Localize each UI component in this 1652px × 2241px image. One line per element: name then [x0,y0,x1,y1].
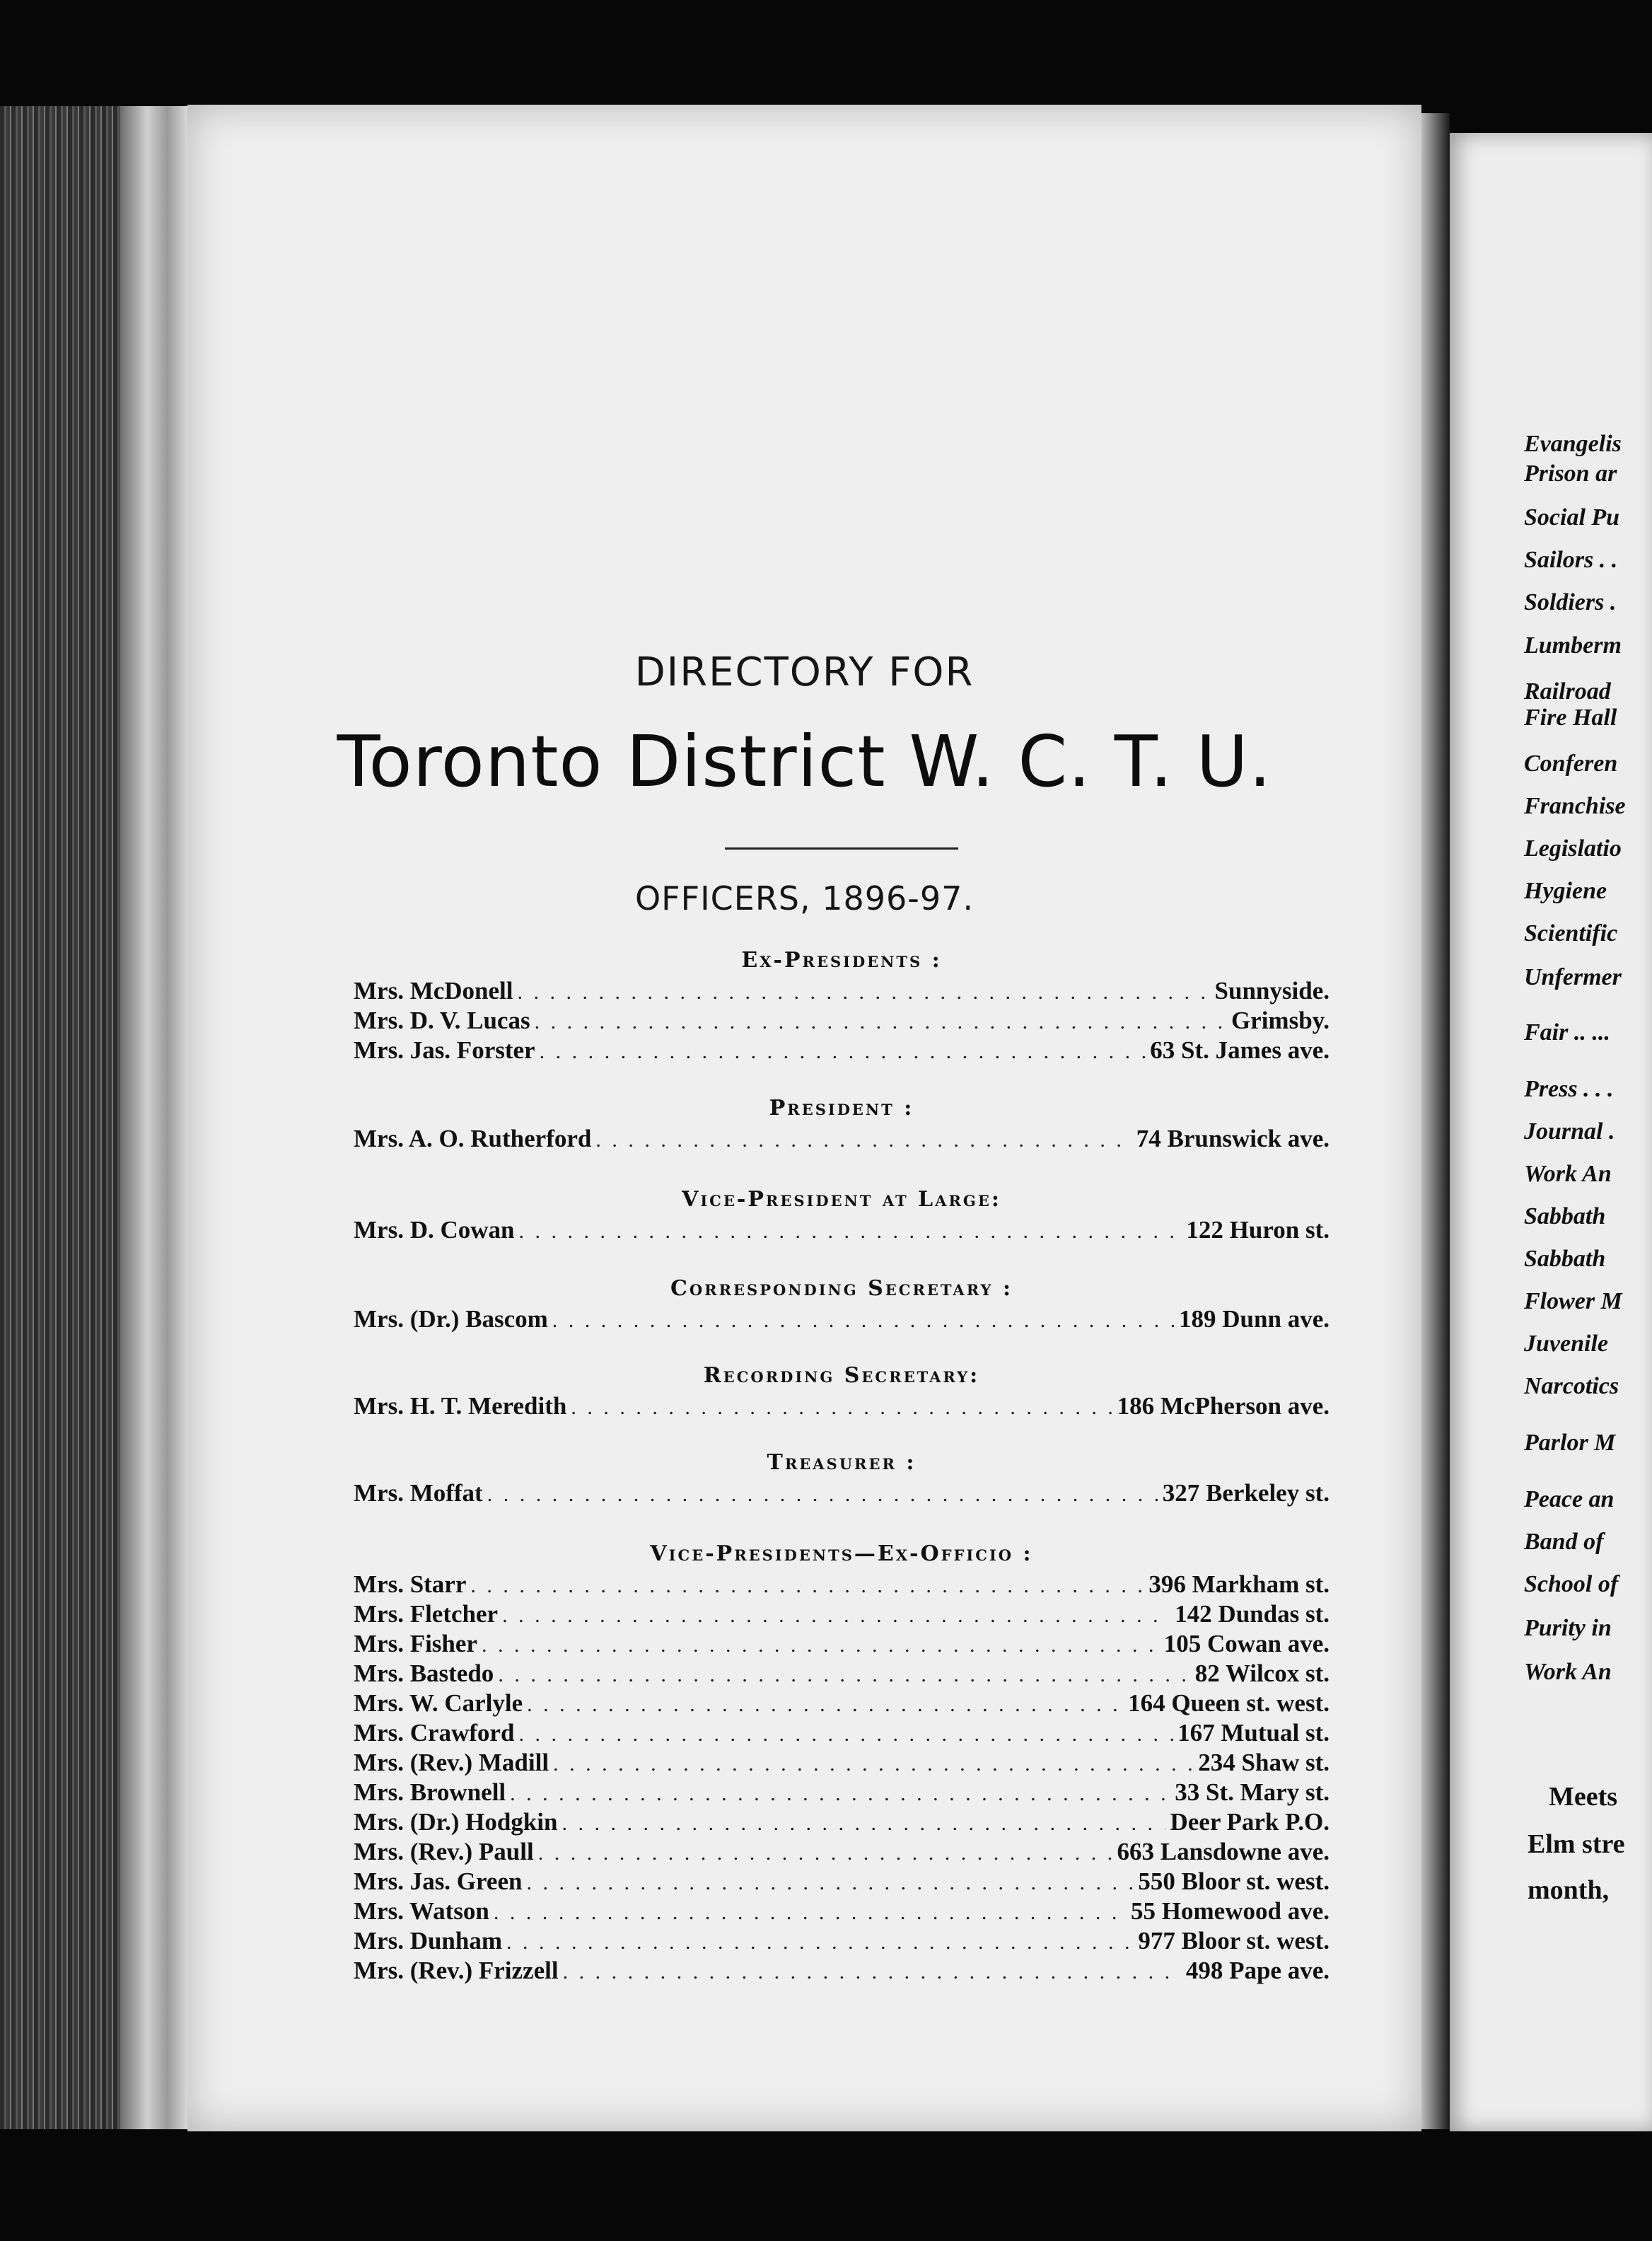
officer-entry [354,1659,1330,1689]
officer-address: 33 St. Mary st. [1175,1778,1330,1806]
committee-item: Railroad [1524,678,1611,705]
committee-item: Flower M [1524,1288,1622,1314]
officer-entry [354,1036,1330,1065]
officer-address: 142 Dundas st. [1175,1600,1330,1628]
officer-name: Mrs. D. Cowan [354,1216,515,1244]
committee-item: Fair .. ... [1524,1019,1610,1046]
section [354,1273,1330,1334]
dot-leader [498,1660,1190,1690]
officer-address: 327 Berkeley st. [1162,1479,1330,1507]
book-gutter [1421,113,1450,2129]
committee-item: Parlor M [1524,1430,1616,1456]
officer-name: Mrs. Brownell [354,1778,506,1806]
meeting-notice-line: Meets [1549,1782,1618,1812]
committee-item: Lumberm [1524,632,1622,659]
officer-entry [354,1124,1330,1154]
officer-entry [354,1897,1330,1926]
committee-item: Narcotics [1524,1373,1619,1399]
officer-name: Mrs. Jas. Green [354,1868,523,1895]
dot-leader [518,1217,1182,1246]
section-title: Treasurer : [767,1450,917,1475]
officer-name: Mrs. Bastedo [354,1660,494,1687]
committee-item: Work An [1524,1161,1612,1187]
officer-entry [354,1570,1330,1599]
officer-address: 55 Homewood ave. [1131,1897,1330,1925]
dot-leader [487,1480,1158,1510]
section [354,1184,1330,1245]
meeting-notice-line: month, [1528,1875,1610,1905]
district-title: Toronto District W. C. T. U. [337,720,1272,803]
meeting-notice-line: Elm stre [1528,1829,1625,1859]
officer-entry [354,1748,1330,1778]
committee-item: Soldiers . [1524,589,1617,615]
section [354,1093,1330,1154]
officer-entry [354,1926,1330,1956]
committee-item: Press . . . [1524,1076,1614,1102]
title-rule [725,847,958,850]
officer-address: 189 Dunn ave. [1179,1305,1330,1333]
officer-entry [354,1215,1330,1245]
committee-item: Sailors . . [1524,547,1618,573]
officer-name: Mrs. H. T. Meredith [354,1392,567,1420]
officer-name: Mrs. (Rev.) Frizzell [354,1957,559,1984]
section-title: Recording Secretary: [703,1363,980,1388]
officer-name: Mrs. Jas. Forster [354,1036,535,1064]
committee-item: Unfermer [1524,964,1622,990]
officer-name: Mrs. Moffat [354,1479,483,1507]
officer-address: 234 Shaw st. [1198,1749,1330,1776]
dot-leader [571,1393,1112,1423]
dot-leader [494,1898,1127,1928]
dot-leader [553,1749,1194,1779]
officer-address: 82 Wilcox st. [1194,1660,1330,1687]
officer-entry [354,1599,1330,1629]
officer-name: Mrs. McDonell [354,977,513,1004]
section-title: Vice-President at Large: [682,1187,1001,1212]
officer-entry [354,1956,1330,1986]
dot-leader [518,1720,1173,1749]
officer-name: Mrs. (Rev.) Madill [354,1749,549,1776]
committee-item: School of [1524,1571,1619,1597]
committee-item: Legislatio [1524,835,1622,862]
officer-entry [354,1006,1330,1036]
officer-name: Mrs. Watson [354,1897,489,1925]
officer-name: Mrs. D. V. Lucas [354,1007,530,1034]
dot-leader [510,1779,1170,1809]
officer-name: Mrs. Starr [354,1570,467,1598]
dot-leader [563,1957,1182,1987]
officer-name: Mrs. Dunham [354,1927,503,1955]
section-title: Vice-Presidents—Ex-Officio : [650,1541,1033,1566]
officer-name: Mrs. Fisher [354,1630,477,1657]
officer-name: Mrs. (Dr.) Bascom [354,1305,548,1333]
page-edge-highlight [120,106,187,2129]
right-page [1450,133,1652,2131]
section [354,1539,1330,1986]
dot-leader [595,1125,1132,1155]
officer-entry [354,1837,1330,1867]
officer-entry [354,1778,1330,1807]
officers-heading: OFFICERS, 1896-97. [634,879,975,917]
officer-name: Mrs. W. Carlyle [354,1689,523,1717]
officer-entry [354,1867,1330,1897]
officer-address: 186 McPherson ave. [1117,1392,1330,1420]
officer-address: 663 Lansdowne ave. [1117,1838,1330,1865]
dot-leader [527,1690,1124,1720]
committee-item: Band of [1524,1529,1604,1555]
officer-entry [354,1478,1330,1508]
committee-item: Scientific [1524,920,1618,946]
committee-item: Sabbath [1524,1246,1606,1272]
committee-item: Juvenile [1524,1331,1608,1357]
officer-address: 63 St. James ave. [1150,1036,1330,1064]
left-page [187,105,1421,2131]
officer-address: 74 Brunswick ave. [1136,1125,1330,1152]
committee-item: Evangelis [1524,431,1622,457]
committee-item: Purity in [1524,1615,1612,1641]
officer-name: Mrs. Crawford [354,1719,515,1747]
officer-address: Sunnyside. [1214,977,1330,1004]
officer-address: 122 Huron st. [1186,1216,1330,1244]
officer-address: 396 Markham st. [1148,1570,1330,1598]
committee-item: Sabbath [1524,1203,1606,1229]
officer-entry [354,1689,1330,1718]
dot-leader [538,1838,1113,1868]
dot-leader [517,978,1210,1007]
dot-leader [526,1868,1134,1898]
officer-name: Mrs. Fletcher [354,1600,499,1628]
officer-address: 105 Cowan ave. [1163,1630,1330,1657]
committee-item: Conferen [1524,751,1618,777]
committee-item: Fire Hall [1524,705,1617,731]
officer-entry [354,1629,1330,1659]
section-title: Ex-Presidents : [741,948,942,973]
officer-address: 977 Bloor st. west. [1138,1927,1330,1955]
committee-item: Prison ar [1524,461,1617,487]
committee-item: Social Pu [1524,504,1620,531]
section-title: President : [769,1096,914,1120]
committee-item: Hygiene [1524,878,1607,904]
officer-entry [354,1718,1330,1748]
officer-address: 498 Pape ave. [1185,1957,1330,1984]
dot-leader [470,1571,1144,1601]
officer-name: Mrs. (Dr.) Hodgkin [354,1808,558,1836]
dot-leader [562,1809,1165,1838]
committee-item: Work An [1524,1659,1612,1685]
officer-address: Grimsby. [1231,1007,1330,1034]
officer-address: Deer Park P.O. [1170,1808,1330,1836]
officer-address: 550 Bloor st. west. [1138,1868,1330,1895]
dot-leader [552,1306,1175,1336]
dot-leader [535,1007,1227,1037]
section [354,1447,1330,1508]
officer-entry [354,1391,1330,1421]
section [354,945,1330,1065]
officer-entry [354,1807,1330,1837]
directory-for-heading: DIRECTORY FOR [634,649,975,695]
officer-entry [354,1304,1330,1334]
dot-leader [482,1631,1160,1660]
section-title: Corresponding Secretary : [670,1276,1013,1301]
committee-item: Franchise [1524,793,1626,819]
officer-name: Mrs. A. O. Rutherford [354,1125,592,1152]
committee-item: Journal . [1524,1118,1615,1145]
officer-name: Mrs. (Rev.) Paull [354,1838,534,1865]
dot-leader [540,1037,1146,1067]
officer-entry [354,976,1330,1006]
dot-leader [502,1601,1170,1631]
officer-address: 164 Queen st. west. [1128,1689,1330,1717]
officer-address: 167 Mutual st. [1177,1719,1330,1747]
section [354,1360,1330,1421]
committee-item: Peace an [1524,1486,1615,1512]
dot-leader [506,1928,1134,1957]
